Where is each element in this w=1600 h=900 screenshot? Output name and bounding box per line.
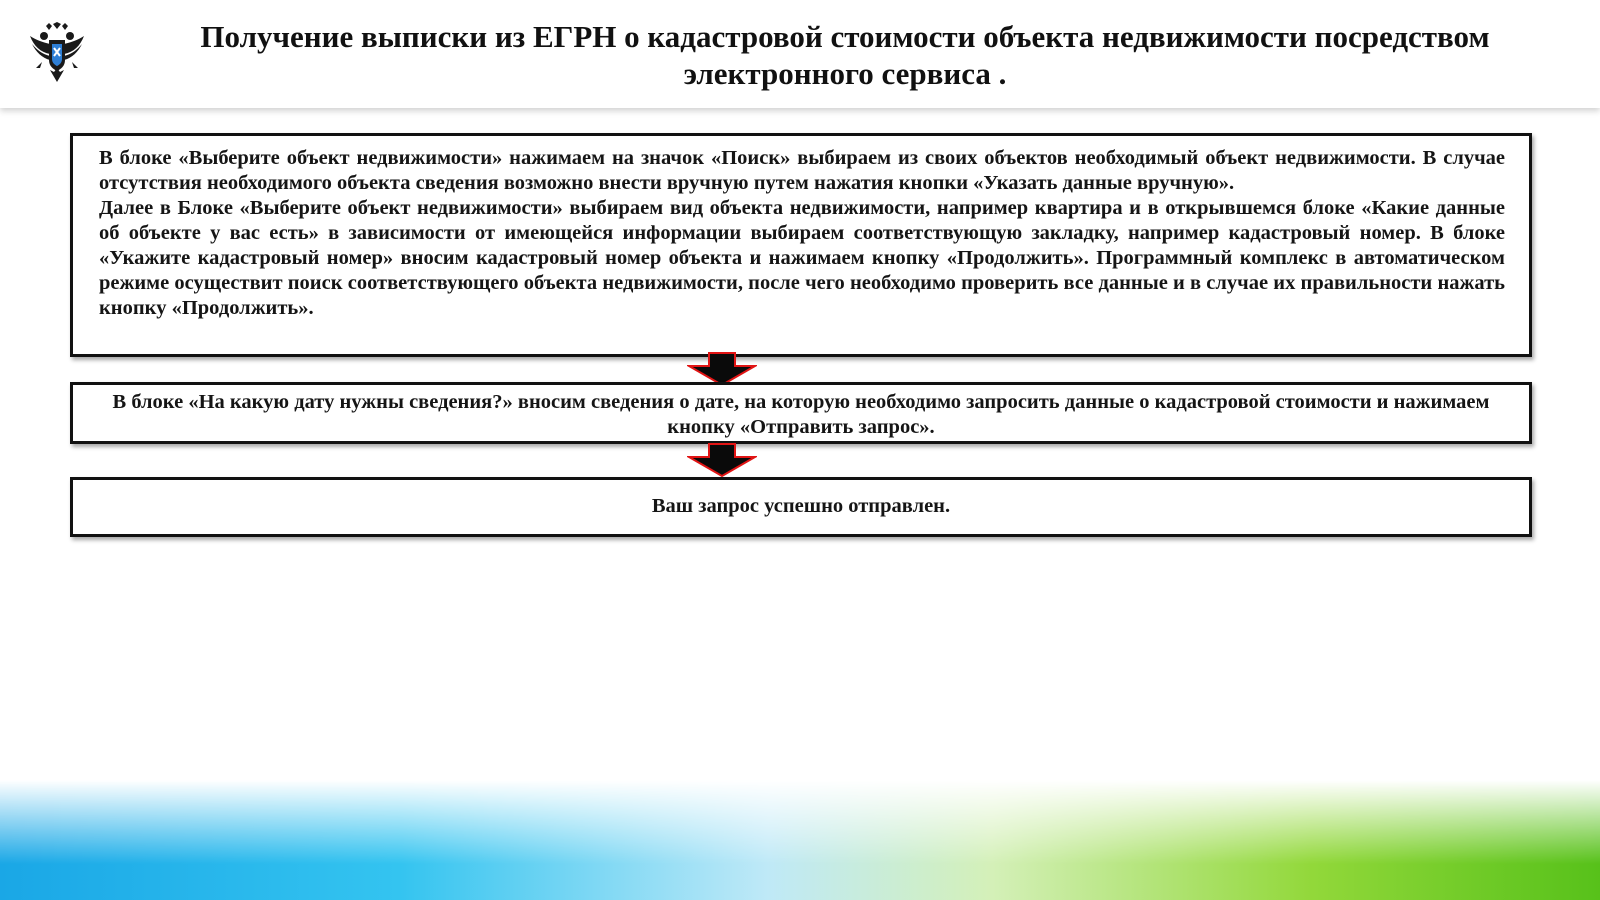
- down-arrow-icon: [687, 443, 757, 477]
- step-3-text: Ваш запрос успешно отправлен.: [651, 495, 951, 517]
- double-headed-eagle-emblem-icon: [28, 22, 86, 84]
- down-arrow-icon: [687, 352, 757, 386]
- slide-header: [0, 0, 1600, 108]
- step-3-box: [70, 477, 1532, 537]
- step-1-paragraph-1: В блоке «Выберите объект недвижимости» нажимаем на значок «Поиск» выбираем из своих объектов необходимый объект недвижимости. В случае отсутствия необходимого объекта сведения возможно внести вручную путем нажатия кнопки «Указать данные вручную».: [99, 147, 1505, 194]
- decorative-gradient-band: [0, 780, 1600, 900]
- step-2-box: [70, 382, 1532, 444]
- page-title: Получение выписки из ЕГРН о кадастровой стоимости объекта недвижимости посредством электронного сервиса .: [200, 19, 1490, 91]
- step-1-paragraph-2: Далее в Блоке «Выберите объект недвижимости» выбираем вид объекта недвижимости, например квартира и в открывшемся блоке «Какие данные об объекте у вас есть» в зависимости от имеющейся информации выбираем соответствующую закладку, например кадастровый номер. В блоке «Укажите кадастровый номер» вносим кадастровый номер объекта и нажимаем кнопку «Продолжить». Программный комплекс в автоматическом режиме осуществит поиск соответствующего объекта недвижимости, после чего необходимо проверить все данные и в случае их правильности нажать кнопку «Продолжить».: [99, 197, 1505, 319]
- step-2-text: В блоке «На какую дату нужны сведения?» вносим сведения о дате, на которую необходимо запросить данные о кадастровой стоимости и нажимаем кнопку «Отправить запрос».: [112, 391, 1490, 438]
- step-1-box: [70, 133, 1532, 357]
